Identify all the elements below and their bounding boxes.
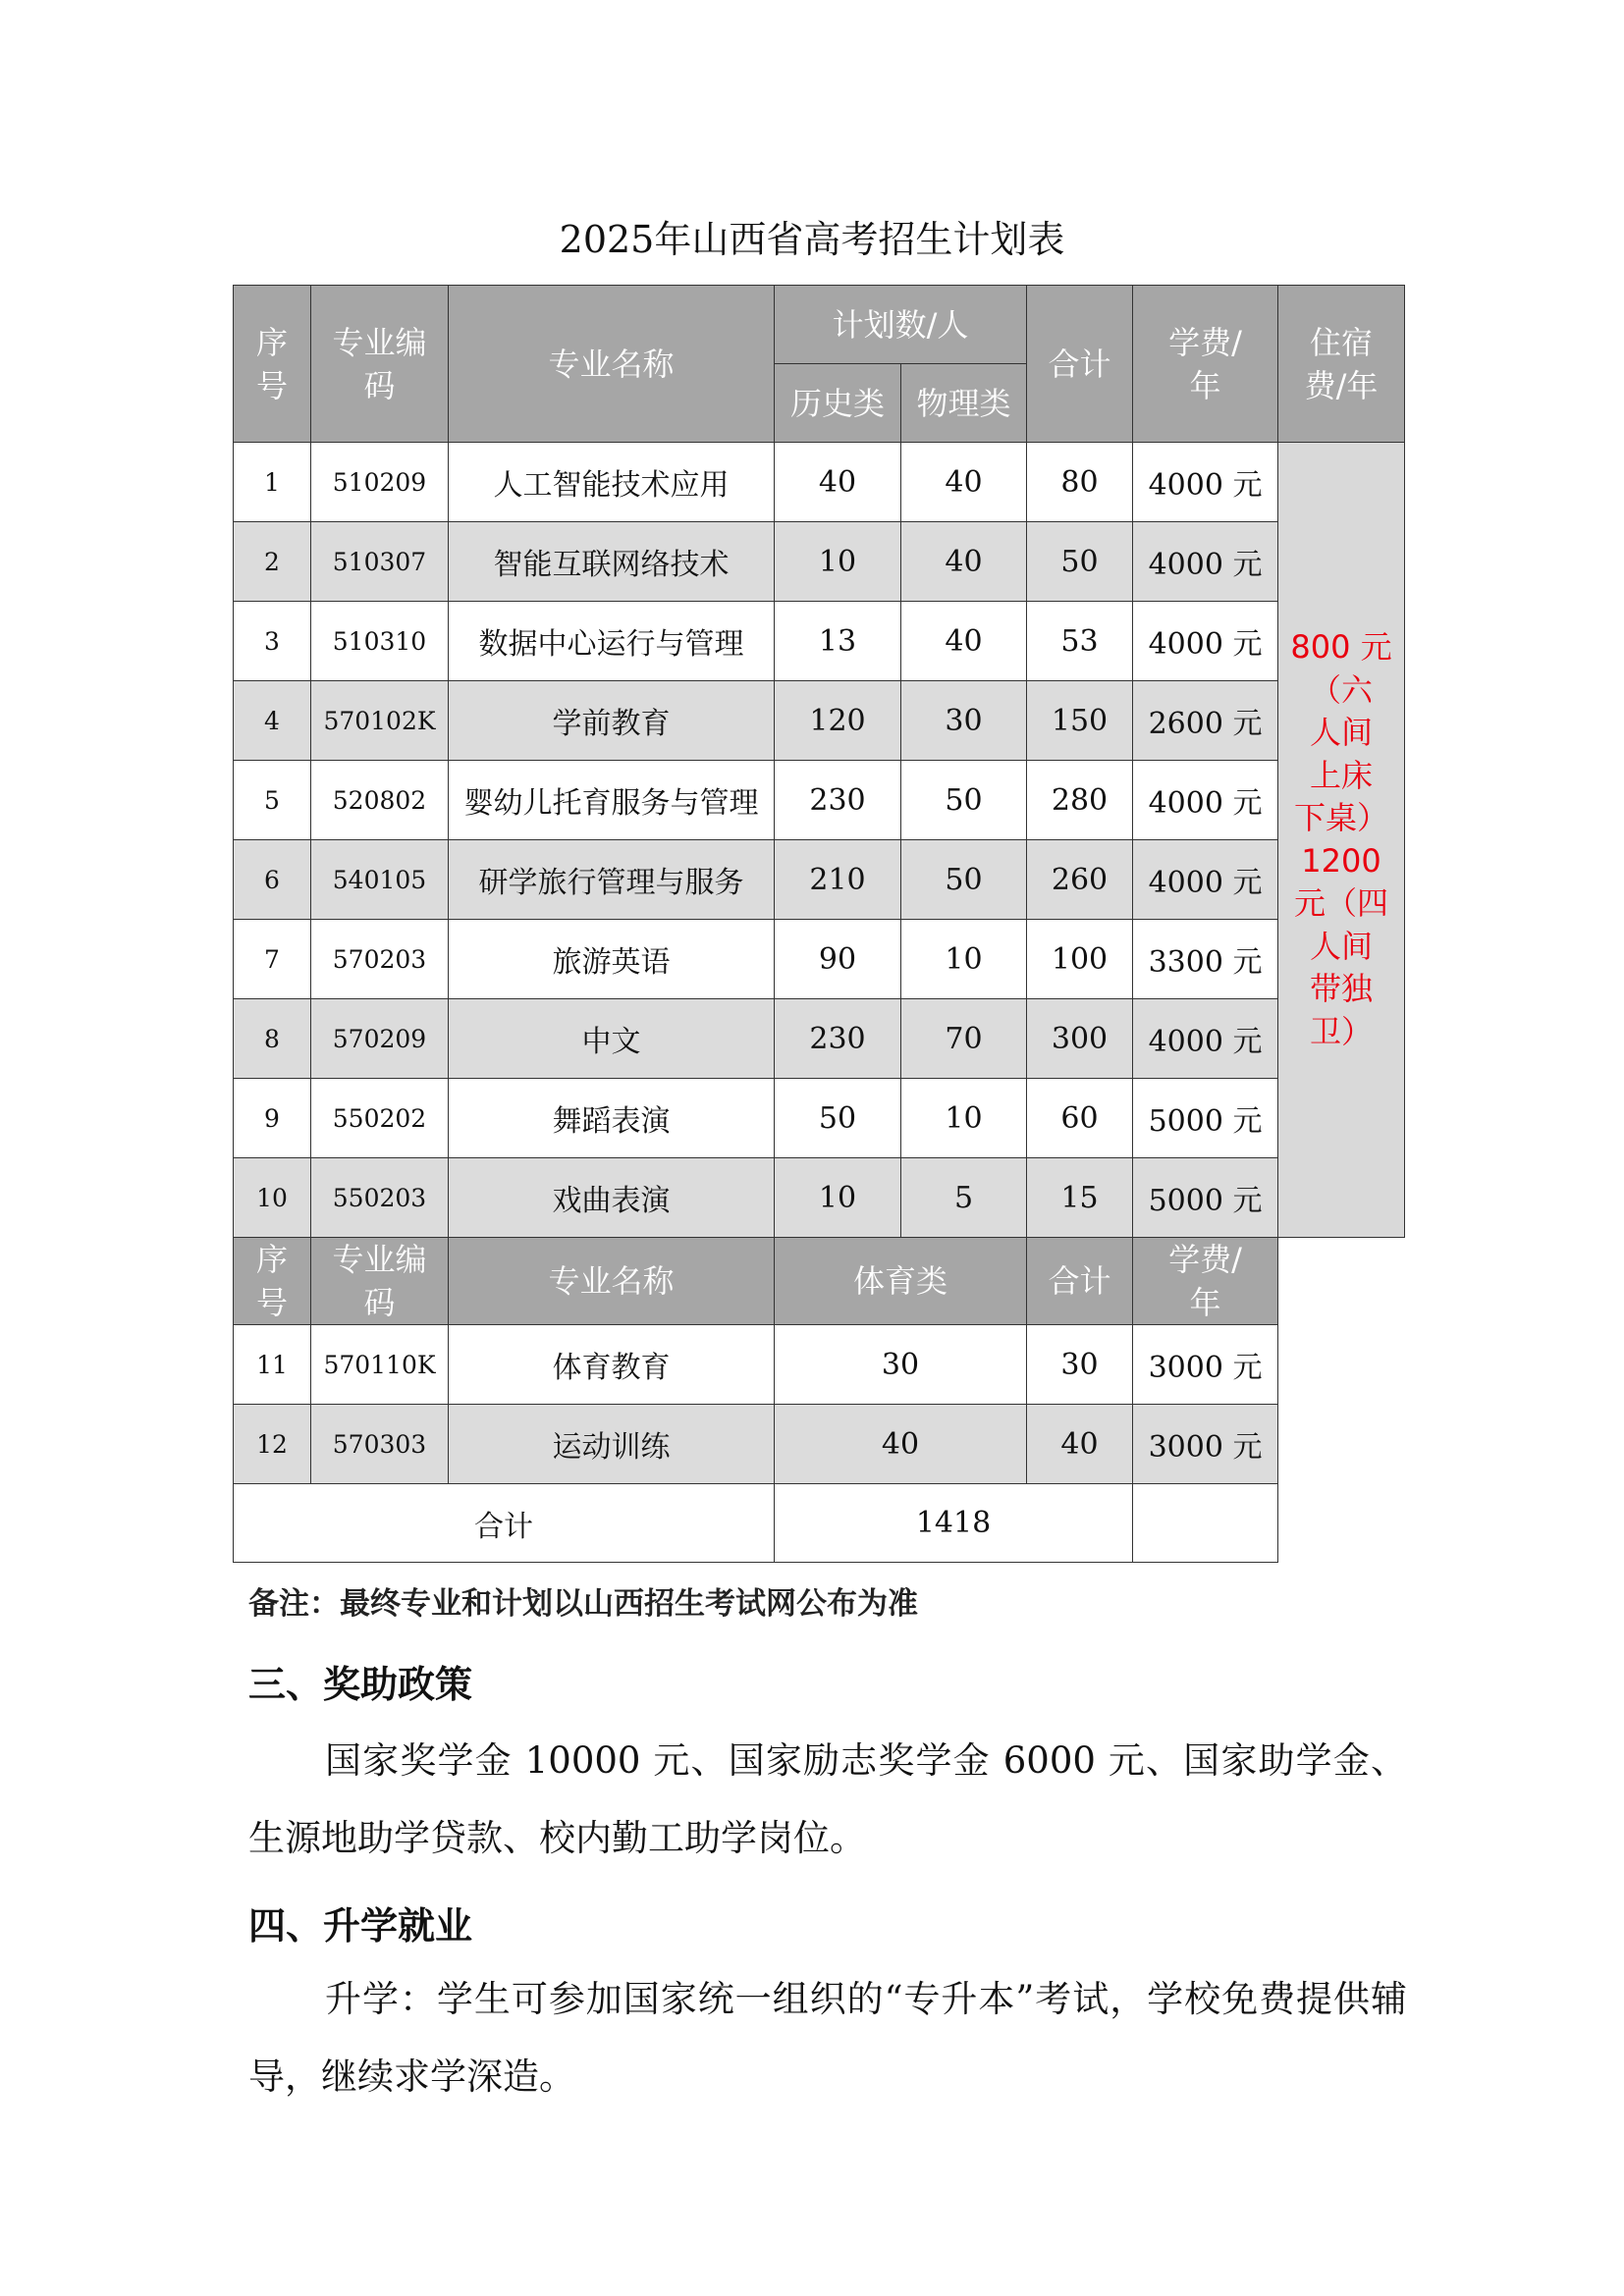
header-name: 专业名称 xyxy=(449,286,775,443)
row-sport: 30 xyxy=(775,1325,1027,1405)
row-seq: 11 xyxy=(234,1325,311,1405)
row-seq: 5 xyxy=(234,761,311,840)
table-row xyxy=(234,999,1405,1079)
row-tuition: 4000 元 xyxy=(1133,840,1278,920)
row-name: 智能互联网络技术 xyxy=(449,522,775,602)
row-history: 230 xyxy=(775,999,901,1079)
dorm-fee-text: 800 元 （六 人间 上床 下桌） 1200 元（四 人间 带独 卫） xyxy=(1290,628,1392,1050)
row-total: 50 xyxy=(1027,522,1133,602)
row-code: 570303 xyxy=(311,1405,449,1484)
row-total: 260 xyxy=(1027,840,1133,920)
row-physics: 10 xyxy=(901,920,1027,999)
table-note: 备注：最终专业和计划以山西招生考试网公布为准 xyxy=(248,1586,918,1622)
row-total: 100 xyxy=(1027,920,1133,999)
section-text-career: 升学：学生可参加国家统一组织的“专升本”考试，学校免费提供辅导，继续求学深造。 xyxy=(248,1978,1407,2098)
row-history: 230 xyxy=(775,761,901,840)
row-code: 510307 xyxy=(311,522,449,602)
row-name: 婴幼儿托育服务与管理 xyxy=(449,761,775,840)
row-physics: 10 xyxy=(901,1079,1027,1158)
row-tuition: 4000 元 xyxy=(1133,999,1278,1079)
row-total: 30 xyxy=(1027,1325,1133,1405)
row-history: 40 xyxy=(775,443,901,522)
row-physics: 40 xyxy=(901,602,1027,681)
row-physics: 70 xyxy=(901,999,1027,1079)
header-code: 专业编 码 xyxy=(311,286,449,443)
row-history: 10 xyxy=(775,1158,901,1238)
row-name: 运动训练 xyxy=(449,1405,775,1484)
row-name: 中文 xyxy=(449,999,775,1079)
row-total: 150 xyxy=(1027,681,1133,761)
row-history: 13 xyxy=(775,602,901,681)
row-code: 540105 xyxy=(311,840,449,920)
row-physics: 50 xyxy=(901,761,1027,840)
table-row xyxy=(234,602,1405,681)
row-total: 15 xyxy=(1027,1158,1133,1238)
row-name: 体育教育 xyxy=(449,1325,775,1405)
row-history: 50 xyxy=(775,1079,901,1158)
row-name: 研学旅行管理与服务 xyxy=(449,840,775,920)
sport-header-total: 合计 xyxy=(1027,1238,1133,1325)
sport-header-code: 专业编 码 xyxy=(311,1238,449,1325)
row-history: 10 xyxy=(775,522,901,602)
row-physics: 40 xyxy=(901,522,1027,602)
table-row xyxy=(234,920,1405,999)
row-history: 120 xyxy=(775,681,901,761)
row-code: 520802 xyxy=(311,761,449,840)
sport-header-row xyxy=(234,1238,1405,1325)
row-physics: 30 xyxy=(901,681,1027,761)
section-heading-scholarship: 三、奖助政策 xyxy=(248,1663,473,1706)
row-total: 80 xyxy=(1027,443,1133,522)
row-tuition: 5000 元 xyxy=(1133,1079,1278,1158)
table-row xyxy=(234,443,1405,522)
row-name: 戏曲表演 xyxy=(449,1158,775,1238)
row-code: 570110K xyxy=(311,1325,449,1405)
header-physics: 物理类 xyxy=(901,364,1027,443)
row-total: 300 xyxy=(1027,999,1133,1079)
row-seq: 2 xyxy=(234,522,311,602)
row-physics: 50 xyxy=(901,840,1027,920)
grand-total-empty xyxy=(1133,1484,1278,1563)
row-name: 数据中心运行与管理 xyxy=(449,602,775,681)
grand-total-row xyxy=(234,1484,1405,1563)
sport-header-name: 专业名称 xyxy=(449,1238,775,1325)
table-row xyxy=(234,1405,1405,1484)
row-sport: 40 xyxy=(775,1405,1027,1484)
row-physics: 5 xyxy=(901,1158,1027,1238)
sport-header-category: 体育类 xyxy=(775,1238,1027,1325)
row-code: 570102K xyxy=(311,681,449,761)
row-tuition: 4000 元 xyxy=(1133,602,1278,681)
table-header-row xyxy=(234,286,1405,364)
row-tuition: 4000 元 xyxy=(1133,522,1278,602)
row-code: 510209 xyxy=(311,443,449,522)
dorm-fee-cell xyxy=(1278,443,1405,1238)
table-row xyxy=(234,1079,1405,1158)
row-seq: 12 xyxy=(234,1405,311,1484)
row-seq: 7 xyxy=(234,920,311,999)
row-code: 570209 xyxy=(311,999,449,1079)
header-total: 合计 xyxy=(1027,286,1133,443)
page-title: 2025年山西省高考招生计划表 xyxy=(559,218,1065,261)
row-name: 旅游英语 xyxy=(449,920,775,999)
table-row xyxy=(234,522,1405,602)
sport-header-tuition: 学费/ 年 xyxy=(1133,1238,1278,1325)
row-seq: 10 xyxy=(234,1158,311,1238)
sport-header-seq: 序 号 xyxy=(234,1238,311,1325)
row-seq: 9 xyxy=(234,1079,311,1158)
row-total: 280 xyxy=(1027,761,1133,840)
row-tuition: 4000 元 xyxy=(1133,761,1278,840)
row-tuition: 4000 元 xyxy=(1133,443,1278,522)
row-history: 90 xyxy=(775,920,901,999)
row-seq: 6 xyxy=(234,840,311,920)
row-code: 550203 xyxy=(311,1158,449,1238)
header-dorm: 住宿 费/年 xyxy=(1278,286,1405,443)
row-total: 53 xyxy=(1027,602,1133,681)
grand-total-value: 1418 xyxy=(775,1484,1133,1563)
section-heading-career: 四、升学就业 xyxy=(248,1904,473,1948)
row-code: 550202 xyxy=(311,1079,449,1158)
row-tuition: 5000 元 xyxy=(1133,1158,1278,1238)
row-code: 510310 xyxy=(311,602,449,681)
row-history: 210 xyxy=(775,840,901,920)
header-tuition: 学费/ 年 xyxy=(1133,286,1278,443)
table-row xyxy=(234,761,1405,840)
row-name: 学前教育 xyxy=(449,681,775,761)
row-seq: 3 xyxy=(234,602,311,681)
enrollment-plan-table xyxy=(233,285,1405,1563)
table-row xyxy=(234,840,1405,920)
header-plan: 计划数/人 xyxy=(775,286,1027,364)
header-history: 历史类 xyxy=(775,364,901,443)
row-tuition: 3000 元 xyxy=(1133,1325,1278,1405)
header-seq: 序 号 xyxy=(234,286,311,443)
row-tuition: 3300 元 xyxy=(1133,920,1278,999)
section-text-scholarship: 国家奖学金 10000 元、国家励志奖学金 6000 元、国家助学金、生源地助学贷款、校内勤工助学岗位。 xyxy=(248,1739,1407,1859)
row-total: 60 xyxy=(1027,1079,1133,1158)
row-physics: 40 xyxy=(901,443,1027,522)
row-tuition: 3000 元 xyxy=(1133,1405,1278,1484)
table-row xyxy=(234,1158,1405,1238)
row-code: 570203 xyxy=(311,920,449,999)
table-row xyxy=(234,681,1405,761)
row-seq: 1 xyxy=(234,443,311,522)
table-row xyxy=(234,1325,1405,1405)
row-name: 舞蹈表演 xyxy=(449,1079,775,1158)
row-total: 40 xyxy=(1027,1405,1133,1484)
row-tuition: 2600 元 xyxy=(1133,681,1278,761)
row-name: 人工智能技术应用 xyxy=(449,443,775,522)
row-seq: 4 xyxy=(234,681,311,761)
grand-total-label: 合计 xyxy=(234,1484,775,1563)
row-seq: 8 xyxy=(234,999,311,1079)
